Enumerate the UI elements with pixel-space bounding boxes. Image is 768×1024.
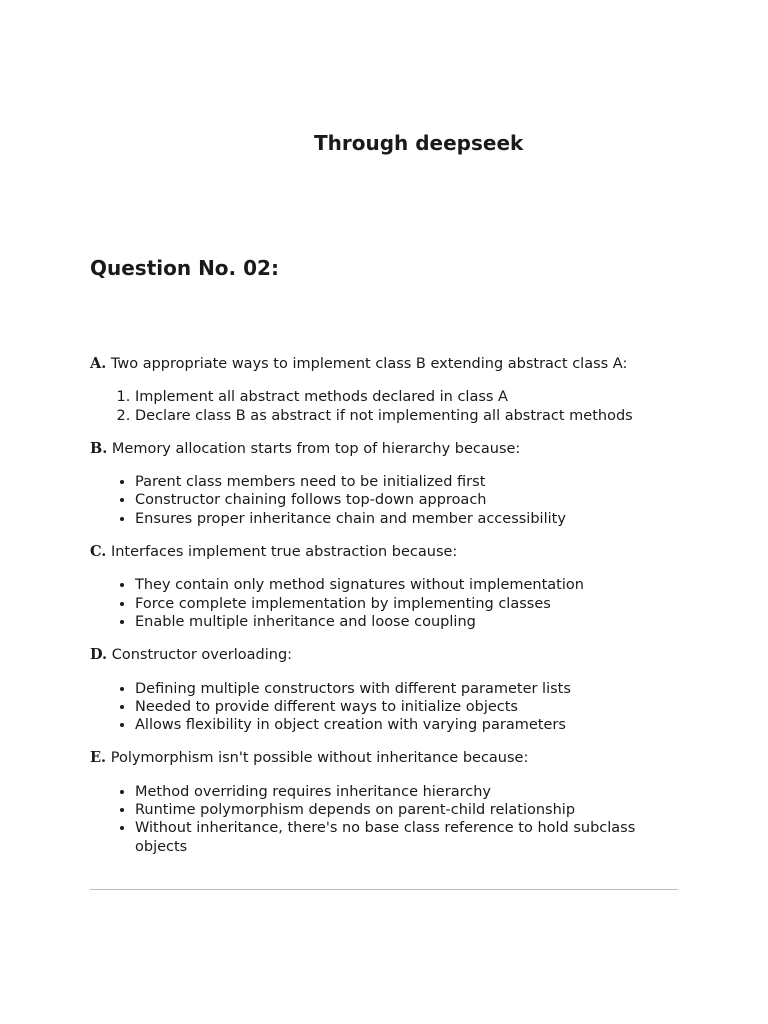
section-letter: D. [90,646,108,664]
section-intro-text: Two appropriate ways to implement class B extending abstract class A: [110,356,628,372]
list-item: • Enable multiple inheritance and loose coupling [135,613,680,631]
answer-section-e [90,749,680,855]
list-item: • Ensures proper inheritance chain and member accessibility [135,510,680,528]
answer-section-b [90,440,680,528]
answer-list [90,355,680,871]
question-heading: Question No. 02: [90,256,279,280]
list-item: • Method overriding requires inheritance hierarchy [135,783,680,801]
document-title: Through deepseek [314,131,524,155]
bullet-list [90,783,680,856]
section-intro-text: Constructor overloading: [111,647,293,664]
list-item: • Constructor chaining follows top-down approach [135,491,680,509]
numbered-list [90,388,680,425]
section-intro [90,749,680,767]
section-intro [90,646,680,664]
section-intro [90,543,680,561]
list-item: • Force complete implementation by implementing classes [135,595,680,613]
bullet-list [90,680,680,735]
section-letter: B. [90,439,108,457]
list-item: • Needed to provide different ways to initialize objects [135,698,680,716]
section-letter: A. [90,355,107,372]
list-item: • They contain only method signatures without implementation [135,576,680,594]
section-intro [90,355,680,373]
answer-section-a [90,355,680,425]
list-item: • Allows flexibility in object creation with varying parameters [135,716,680,734]
answer-section-d [90,646,680,734]
section-intro-text: Interfaces implement true abstraction because: [110,544,458,561]
section-intro-text: Memory allocation starts from top of hierarchy because: [111,440,521,457]
section-intro [90,440,680,458]
section-letter: E. [90,749,107,767]
list-item: 1. Implement all abstract methods declared in class A [135,388,680,406]
bullet-list [90,576,680,631]
list-item: 2. Declare class B as abstract if not implementing all abstract methods [135,407,680,425]
list-item: • Parent class members need to be initialized first [135,473,680,491]
horizontal-divider [90,889,678,890]
list-item: • Runtime polymorphism depends on parent-child relationship [135,801,680,819]
bullet-list [90,473,680,528]
list-item: • Defining multiple constructors with different parameter lists [135,680,680,698]
section-intro-text: Polymorphism isn't possible without inheritance because: [110,750,529,767]
answer-section-c [90,543,680,631]
list-item: • Without inheritance, there's no base class reference to hold subclass objects [135,819,680,856]
section-letter: C. [90,543,107,561]
